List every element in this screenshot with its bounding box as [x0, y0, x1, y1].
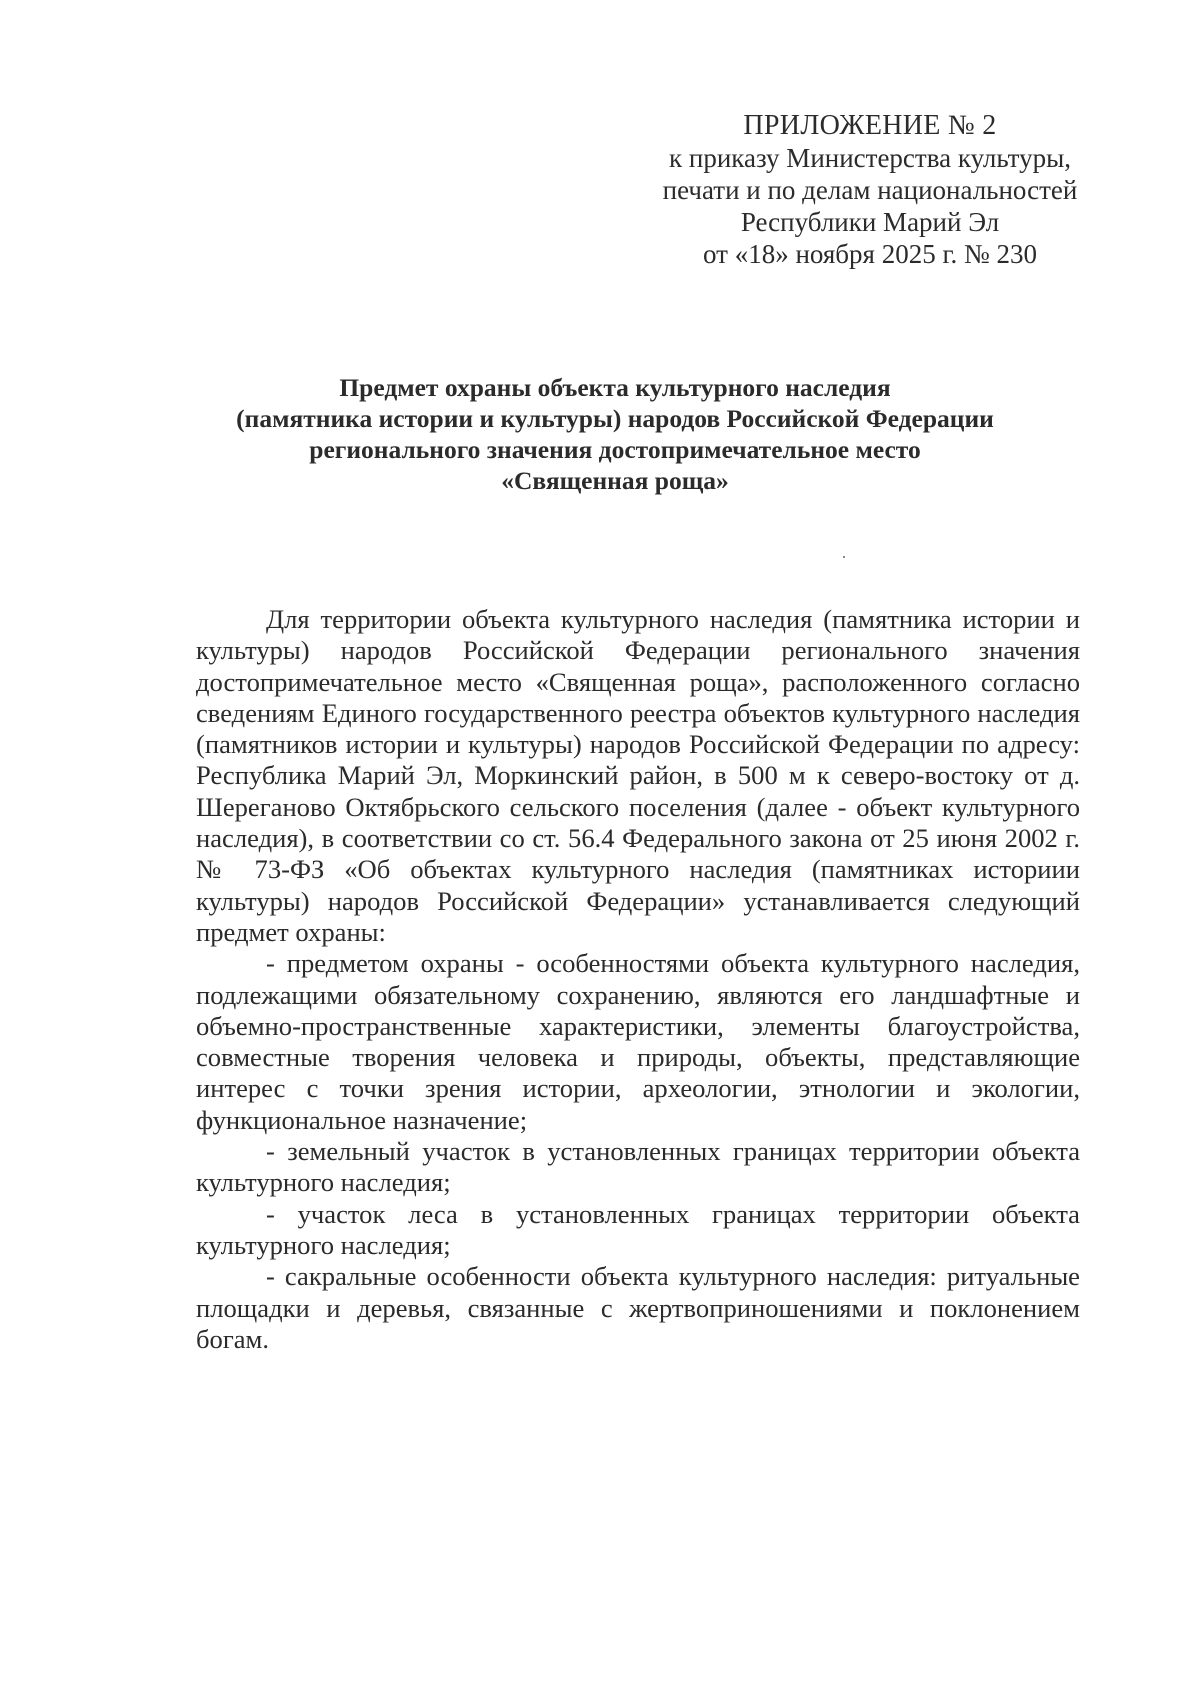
appendix-title: ПРИЛОЖЕНИЕ № 2: [743, 110, 997, 141]
protection-item: - сакральные особенности объекта культурного наследия: ритуальные площадки и деревья, связанные с жертвоприношениями и поклонением богам.: [196, 1261, 1080, 1354]
title-line: регионального значения достопримечательное место: [309, 435, 921, 464]
appendix-date-number: от «18» ноября 2025 г. № 230: [703, 239, 1037, 269]
protection-item: - участок леса в установленных границах территории объекта культурного наследия;: [196, 1198, 1080, 1260]
body-text: [196, 604, 1080, 1355]
appendix-header: [640, 110, 1100, 270]
protection-item: - предметом охраны - особенностями объекта культурного наследия, подлежащими обязательному сохранению, являются его ландшафтные и объемно-пространственные характеристики, элементы благоустройства, совместные творения человека и природы, объекты, представляющие интерес с точки зрения истории, археологии, этнологии и экологии, функциональное назначение;: [196, 948, 1080, 1135]
scan-speck: [843, 556, 845, 558]
intro-paragraph: Для территории объекта культурного наследия (памятника истории и культуры) народов Российской Федерации регионального значения достопримечательное место «Священная роща», расположенного согласно сведениям Единого государственного реестра объектов культурного наследия (памятников истории и культуры) народов Российской Федерации по адресу: Республика Марий Эл, Моркинский район, в 500 м к северо-востоку от д. Шереганово Октябрьского сельского поселения (далее - объект культурного наследия), в соответствии со ст. 56.4 Федерального закона от 25 июня 2002 г. № 73-ФЗ «Об объектах культурного наследия (памятниках историии культуры) народов Российской Федерации» устанавливается следующий предмет охраны:: [196, 604, 1080, 947]
title-line: (памятника истории и культуры) народов Российской Федерации: [236, 404, 994, 433]
document-title: [150, 372, 1080, 496]
appendix-line: к приказу Министерства культуры,: [669, 143, 1071, 173]
appendix-line: Республики Марий Эл: [740, 207, 1000, 237]
appendix-line: печати и по делам национальностей: [662, 175, 1078, 205]
title-line: Предмет охраны объекта культурного наследия: [339, 373, 891, 402]
title-line: «Священная роща»: [501, 466, 729, 495]
protection-item: - земельный участок в установленных границах территории объекта культурного наследия;: [196, 1136, 1080, 1198]
